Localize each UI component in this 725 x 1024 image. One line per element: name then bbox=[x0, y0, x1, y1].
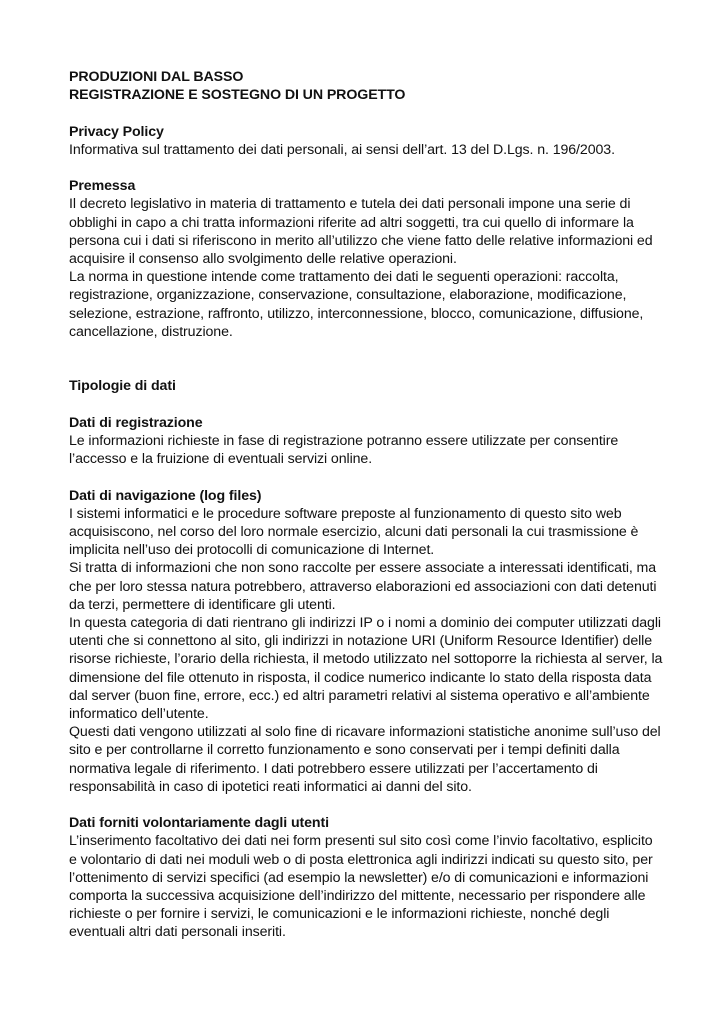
spacer bbox=[69, 796, 664, 814]
document-title-line-1: PRODUZIONI DAL BASSO bbox=[69, 69, 244, 85]
premessa-paragraph-1: Il decreto legislativo in materia di trattamento e tutela dei dati personali impone una serie di obblighi in capo a chi tratta informazioni riferite ad altri soggetti, tra cui quello di informare la persona cui i dati si riferiscono in merito all’utilizzo che viene fatto delle relative informazioni ed acquisire il consenso allo svolgimento delle relative operazioni. bbox=[69, 196, 653, 267]
registrazione-paragraph: Le informazioni richieste in fase di registrazione potranno essere utilizzate per consentire l’accesso e la fruizione di eventuali servizi online. bbox=[69, 433, 619, 468]
volontari-paragraph: L’inserimento facoltativo dei dati nei form presenti sul sito così come l’invio facoltativo, esplicito e volontario di dati nei moduli web o di posta elettronica agli indirizzi indicati su questo sito, per l’ottenimento di servizi specifici (ad esempio la newsletter) e/o di comunicazioni e informazioni comporta la successiva acquisizione dell’indirizzo del mittente, necessario per rispondere alle richieste o per fornire i servizi, le comunicazioni e le informazioni richieste, nonché degli eventuali altri dati personali inseriti. bbox=[69, 833, 653, 941]
privacy-heading: Privacy Policy bbox=[69, 123, 164, 140]
spacer bbox=[69, 104, 664, 122]
spacer bbox=[69, 396, 664, 414]
navigazione-paragraph-3: In questa categoria di dati rientrano gli indirizzi IP o i nomi a dominio dei computer utilizzati dagli utenti che si connettono al sito, gli indirizzi in notazione URI (Uniform Resource Identifier) delle risorse richieste, l’orario della richiesta, il metodo utilizzato nel sottoporre la richiesta al server, la dimensione del file ottenuto in risposta, il codice numerico indicante lo stato della risposta data dal server (buon fine, errore, ecc.) ed altri parametri relativi al sistema operativo e all’ambiente informatico dell’utente. bbox=[69, 615, 663, 723]
volontari-heading: Dati forniti volontariamente dagli utenti bbox=[69, 815, 329, 832]
registrazione-heading: Dati di registrazione bbox=[69, 414, 203, 431]
premessa-paragraph-2: La norma in questione intende come trattamento dei dati le seguenti operazioni: raccolta, registrazione, organizzazione, conservazione, consultazione, elaborazione, modificazione, selezione, estrazione, raffronto, utilizzo, interconnessione, blocco, comunicazione, diffusione, cancellazione, distruzione. bbox=[69, 269, 644, 340]
spacer bbox=[69, 341, 664, 377]
privacy-text: Informativa sul trattamento dei dati personali, ai sensi dell’art. 13 del D.Lgs. n. 196/2003. bbox=[69, 141, 615, 158]
premessa-heading: Premessa bbox=[69, 178, 136, 195]
tipologie-heading: Tipologie di dati bbox=[69, 378, 176, 395]
spacer bbox=[69, 468, 664, 486]
document-page bbox=[69, 68, 664, 942]
navigazione-paragraph-4: Questi dati vengono utilizzati al solo fine di ricavare informazioni statistiche anonime sull’uso del sito e per controllarne il corretto funzionamento e sono conservati per i tempi definiti dalla normativa legale di riferimento. I dati potrebbero essere utilizzati per l’accertamento di responsabilità in caso di ipotetici reati informatici ai danni del sito. bbox=[69, 724, 661, 795]
navigazione-paragraph-1: I sistemi informatici e le procedure software preposte al funzionamento di questo sito web acquisiscono, nel corso del loro normale esercizio, alcuni dati personali la cui trasmissione è implicita nell’uso dei protocolli di comunicazione di Internet. bbox=[69, 505, 639, 559]
navigazione-heading: Dati di navigazione (log files) bbox=[69, 487, 262, 504]
spacer bbox=[69, 159, 664, 177]
navigazione-paragraph-2: Si tratta di informazioni che non sono raccolte per essere associate a interessati identificati, ma che per loro stessa natura potrebbero, attraverso elaborazioni ed associazioni con dati detenuti da terzi, permettere di identificare gli utenti. bbox=[69, 560, 657, 613]
document-title-line-2: REGISTRAZIONE E SOSTEGNO DI UN PROGETTO bbox=[69, 87, 406, 104]
